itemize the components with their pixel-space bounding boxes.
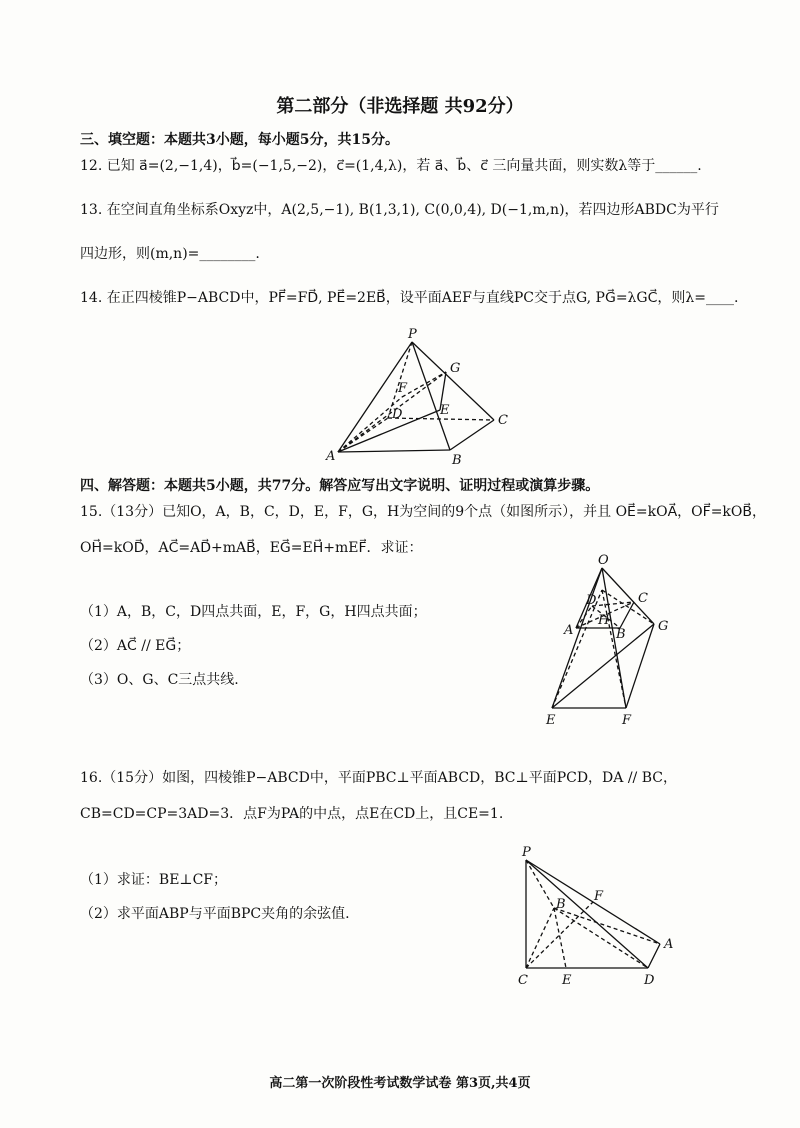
question-15-part2: （2）AC⃗ // EG⃗； [80, 638, 191, 654]
q15-label-B: B [616, 627, 626, 642]
question-12: 12. 已知 a⃗=(2,−1,4)，b⃗=(−1,5,−2)，c⃗=(1,4,λ)，若 a⃗、b⃗、c⃗ 三向量共面，则实数λ等于______. [80, 158, 702, 174]
question-13-line2: 四边形，则(m,n)=________. [80, 246, 260, 262]
question-14: 14. 在正四棱锥P−ABCD中，PF⃗=FD⃗, PE⃗=2EB⃗，设平面AEF与直线PC交于点G, PG⃗=λGC⃗，则λ=____. [80, 290, 739, 306]
q15-label-F: F [622, 713, 632, 728]
q15-figure [540, 550, 690, 728]
question-15-line1: 15.（13分）已知O，A，B，C，D，E，F，G，H为空间的9个点（如图所示），并且 OE⃗=kOA⃗，OF⃗=kOB⃗， [80, 504, 766, 520]
q15-label-O: O [598, 553, 609, 568]
question-15-part1: （1）A，B，C，D四点共面，E，F，G，H四点共面； [80, 604, 427, 620]
q16-label-D: D [644, 973, 655, 988]
q15-label-E: E [546, 713, 556, 728]
q16-label-E: E [562, 973, 572, 988]
q14-label-C: C [498, 413, 508, 428]
page-footer: 高二第一次阶段性考试数学试卷 第3页,共4页 [269, 1076, 531, 1091]
question-16-line1: 16.（15分）如图，四棱锥P−ABCD中，平面PBC⊥平面ABCD，BC⊥平面PCD，DA // BC， [80, 770, 677, 786]
q15-label-C: C [638, 591, 648, 606]
q15-label-G: G [658, 619, 669, 634]
question-16-line2: CB=CD=CP=3AD=3．点F为PA的中点，点E在CD上，且CE=1. [80, 806, 504, 822]
page-title: 第二部分（非选择题 共92分） [276, 96, 524, 117]
q16-label-F: F [594, 889, 604, 904]
question-13-line1: 13. 在空间直角坐标系Oxyz中，A(2,5,−1), B(1,3,1), C(0,0,4), D(−1,m,n)，若四边形ABDC为平行 [80, 202, 719, 218]
q14-label-D: D [392, 407, 403, 422]
question-16-part2: （2）求平面ABP与平面BPC夹角的余弦值. [80, 906, 350, 922]
q14-label-B: B [452, 453, 462, 468]
section3-heading: 三、填空题：本题共3小题，每小题5分，共15分。 [80, 132, 399, 148]
q15-label-D: D [586, 593, 597, 608]
q16-label-C: C [518, 973, 528, 988]
question-16-part1: （1）求证：BE⊥CF； [80, 872, 228, 888]
q14-label-P: P [408, 327, 417, 342]
q14-label-A: A [326, 449, 336, 464]
q15-label-H: H [598, 613, 610, 628]
q14-label-F: F [398, 381, 408, 396]
q16-label-A: A [664, 937, 674, 952]
question-15-line2: OH⃗=kOD⃗，AC⃗=AD⃗+mAB⃗，EG⃗=EH⃗+mEF⃗．求证： [80, 540, 423, 556]
question-15-part3: （3）O、G、C三点共线. [80, 672, 239, 688]
q15-label-A: A [564, 623, 574, 638]
q14-label-E: E [440, 403, 450, 418]
q14-pyramid-figure [320, 322, 520, 472]
section4-heading: 四、解答题：本题共5小题，共77分。解答应写出文字说明、证明过程或演算步骤。 [80, 478, 600, 494]
q16-label-P: P [522, 845, 531, 860]
q16-figure [508, 842, 688, 992]
q16-label-B: B [556, 897, 566, 912]
q14-label-G: G [450, 361, 461, 376]
